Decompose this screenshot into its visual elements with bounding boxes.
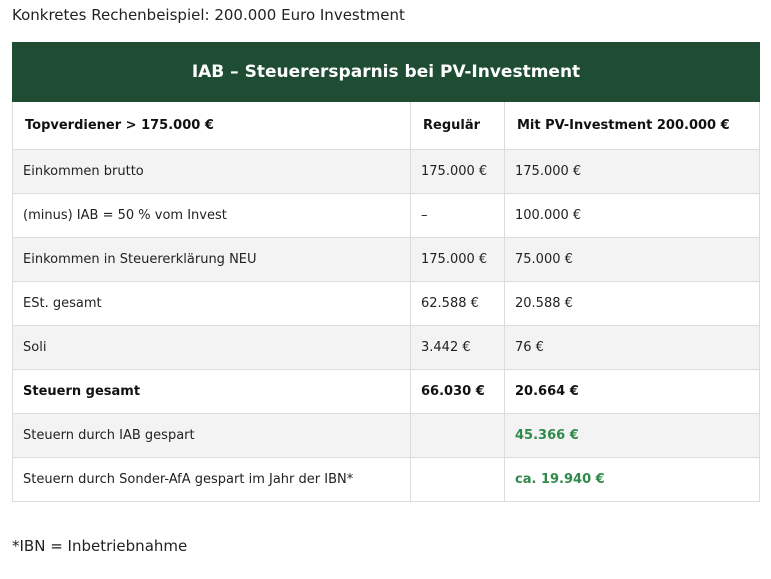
row-regular-value: 3.442 € (411, 326, 505, 370)
table-row (13, 194, 760, 238)
row-pv-value-savings: 45.366 € (505, 414, 760, 458)
row-pv-value: 175.000 € (505, 150, 760, 194)
intro-text: Konkretes Rechenbeispiel: 200.000 Euro Investment (12, 6, 405, 24)
row-regular-value (411, 414, 505, 458)
iab-table (12, 42, 760, 502)
row-pv-value-savings: ca. 19.940 € (505, 458, 760, 502)
header-regular: Regulär (411, 102, 505, 150)
row-regular-value: 62.588 € (411, 282, 505, 326)
row-regular-value: – (411, 194, 505, 238)
header-topverdiener: Topverdiener > 175.000 € (13, 102, 411, 150)
row-label: Einkommen in Steuererklärung NEU (13, 238, 411, 282)
row-label: (minus) IAB = 50 % vom Invest (13, 194, 411, 238)
row-pv-value: 20.588 € (505, 282, 760, 326)
row-pv-value: 100.000 € (505, 194, 760, 238)
table-title: IAB – Steuerersparnis bei PV-Investment (13, 43, 760, 102)
table-row (13, 238, 760, 282)
table-row (13, 150, 760, 194)
row-regular-value: 175.000 € (411, 150, 505, 194)
row-label: ESt. gesamt (13, 282, 411, 326)
row-label: Einkommen brutto (13, 150, 411, 194)
row-regular-value (411, 458, 505, 502)
table-row-total (13, 370, 760, 414)
row-regular-value: 175.000 € (411, 238, 505, 282)
row-label: Steuern durch Sonder-AfA gespart im Jahr der IBN* (13, 458, 411, 502)
header-pv-investment: Mit PV-Investment 200.000 € (505, 102, 760, 150)
row-pv-value: 20.664 € (505, 370, 760, 414)
table-header-row (13, 102, 760, 150)
tax-table (12, 42, 759, 502)
row-pv-value: 76 € (505, 326, 760, 370)
row-pv-value: 75.000 € (505, 238, 760, 282)
row-label: Soli (13, 326, 411, 370)
row-regular-value: 66.030 € (411, 370, 505, 414)
table-row (13, 326, 760, 370)
footnote: *IBN = Inbetriebnahme (12, 537, 188, 555)
row-label: Steuern durch IAB gespart (13, 414, 411, 458)
table-row (13, 458, 760, 502)
row-label: Steuern gesamt (13, 370, 411, 414)
table-row (13, 282, 760, 326)
table-title-row (13, 43, 760, 102)
table-row (13, 414, 760, 458)
